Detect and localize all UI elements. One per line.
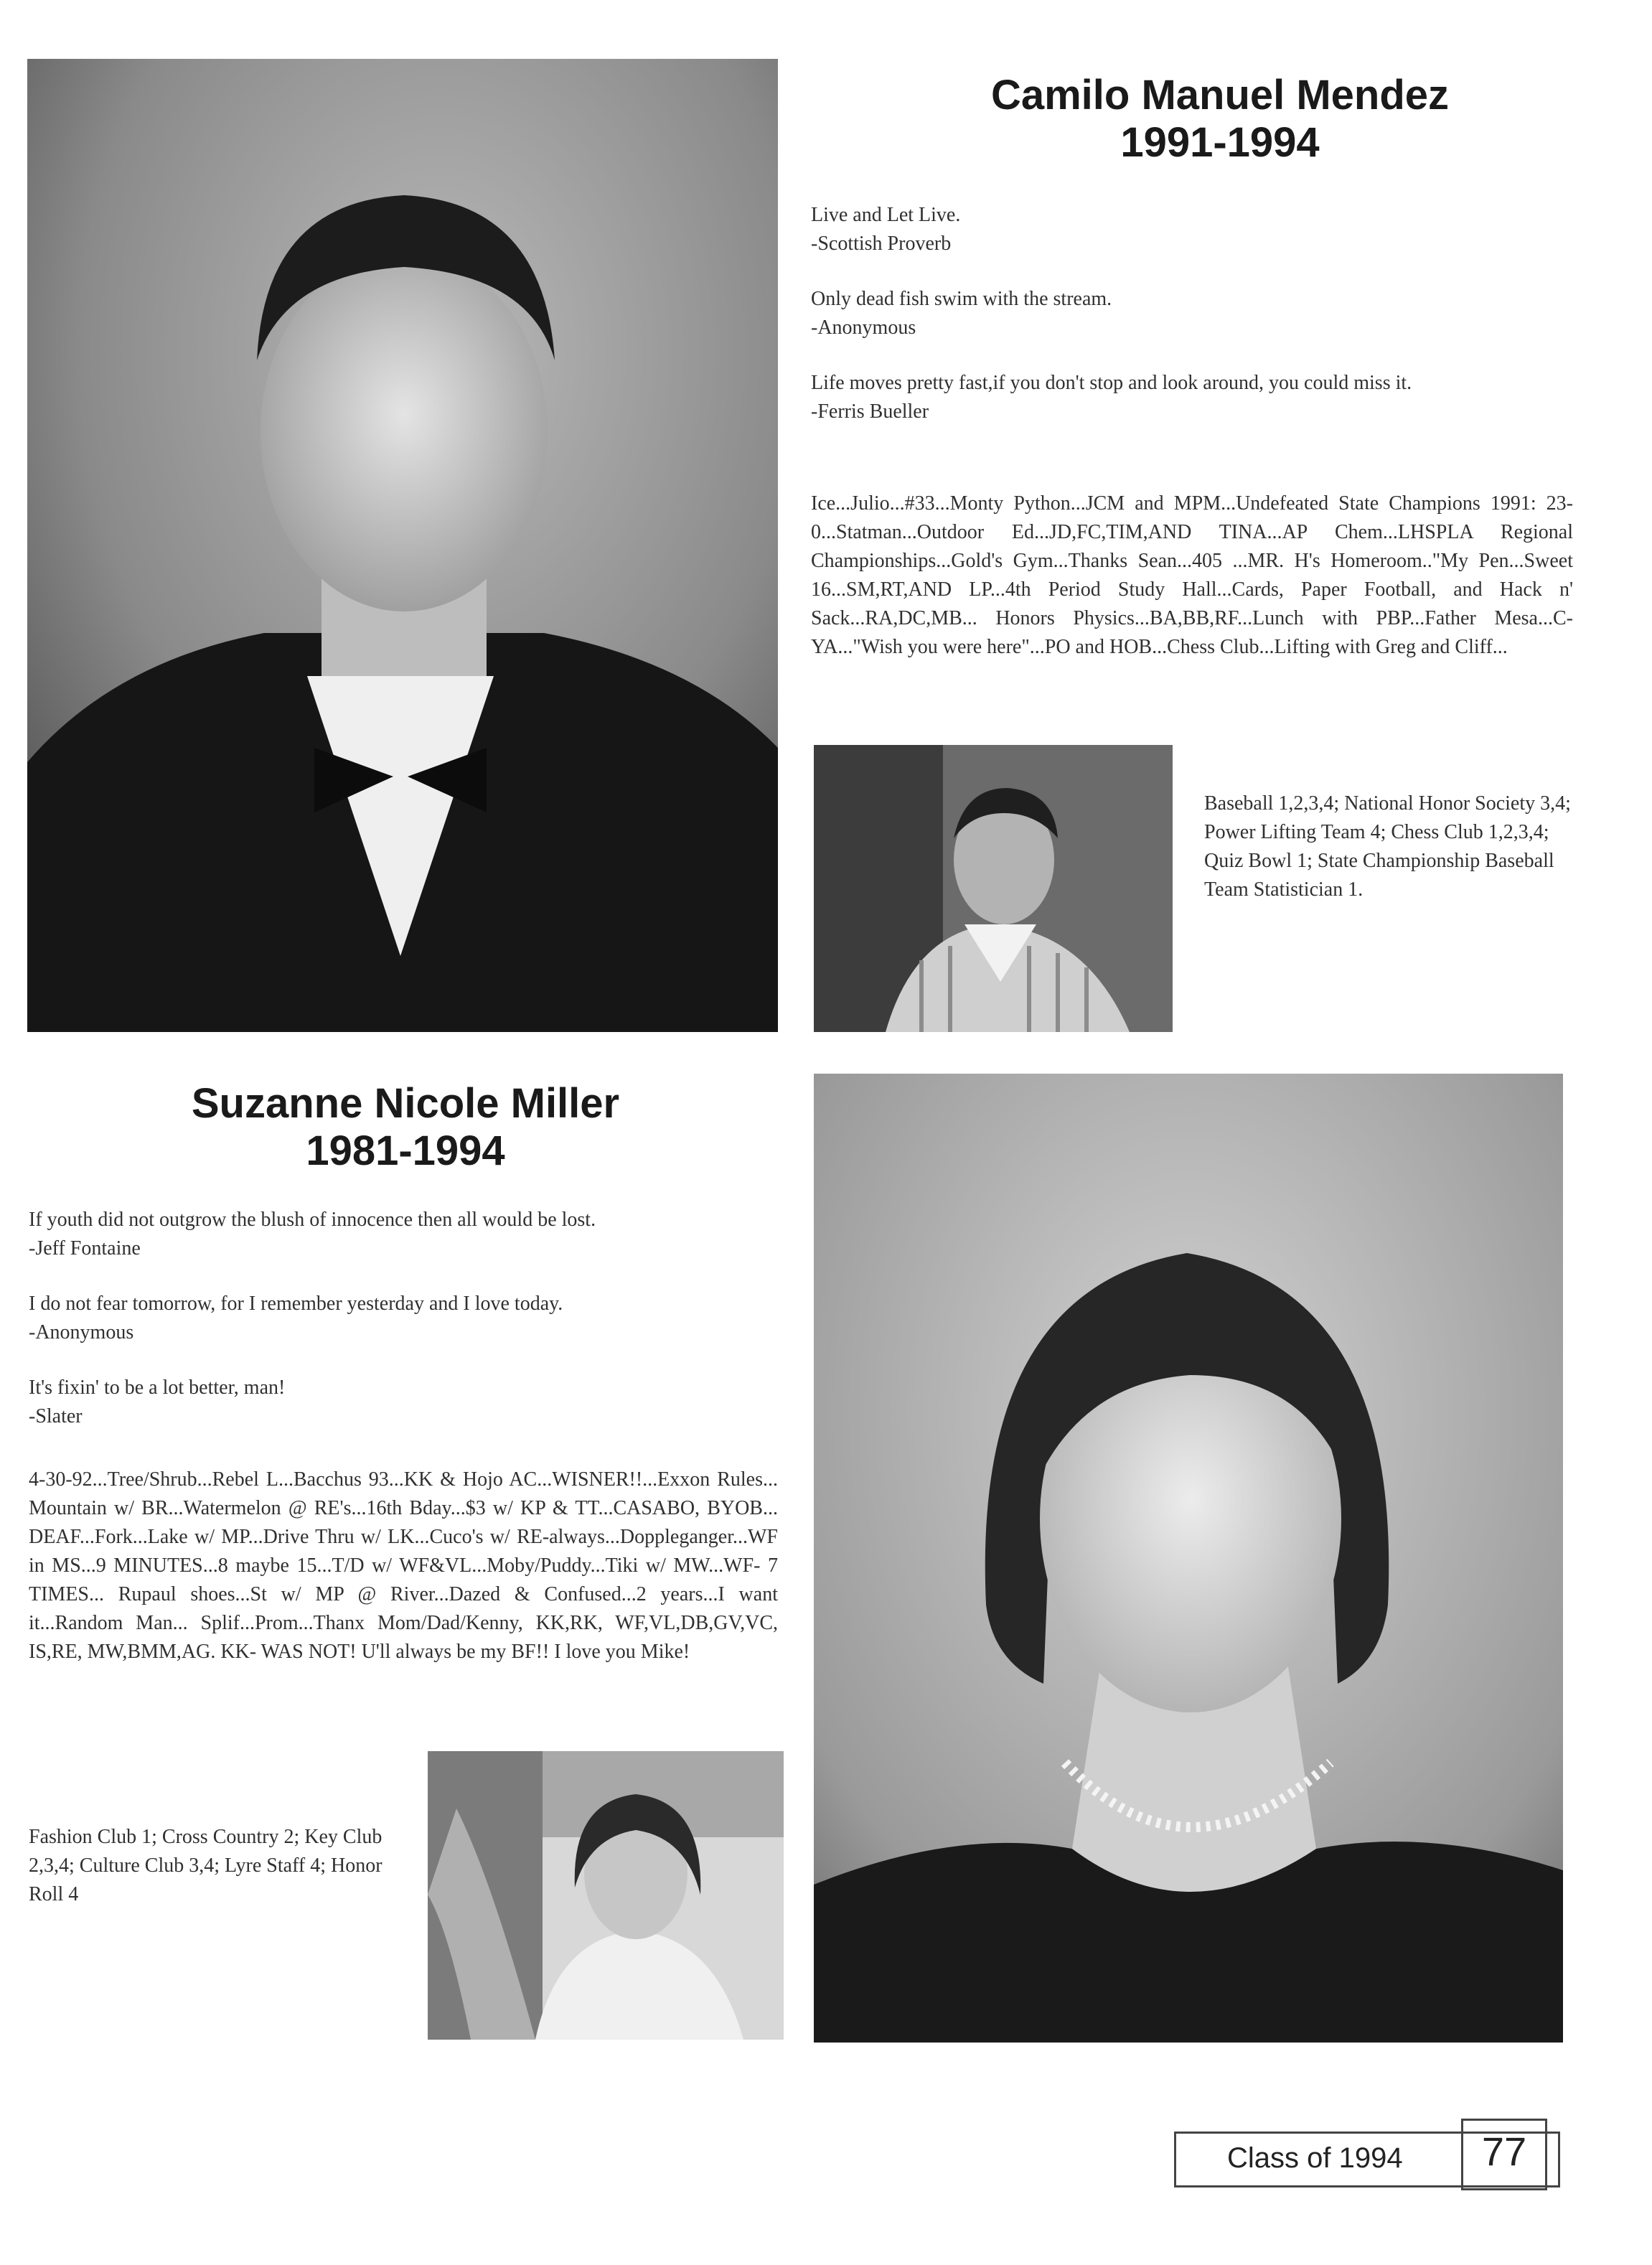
student-name-block-mendez (804, 72, 1636, 167)
quote-text: It's fixin' to be a lot better, man! (29, 1377, 286, 1399)
quote-author: -Jeff Fontaine (29, 1237, 141, 1260)
quote-text: Life moves pretty fast,if you don't stop and look around, you could miss it. (811, 372, 1412, 394)
activities-mendez: Baseball 1,2,3,4; National Honor Society 3,4; Power Lifting Team 4; Chess Club 1,2,3,4; Quiz Bowl 1; State Championship Baseball Team Statistician 1. (1204, 792, 1571, 901)
quotes-mendez (811, 201, 1572, 453)
memories-mendez: Ice...Julio...#33...Monty Python...JCM and MPM...Undefeated State Champions 1991: 23-0...Statman...Outdoor Ed...JD,FC,TIM,AND TINA...AP Chem...LHSPLA Regional Championships...Gold's Gym...Thanks Sean...405 ...MR. H's Homeroom.."My Pen...Sweet 16...SM,RT,AND LP...4th Period Study Hall...Cards, Paper Football, and Hack n' Sack...RA,DC,MB... Honors Physics...BA,BB,RF...Lunch with PBP...Father Mesa...C-YA..."Wish you were here"...PO and HOB...Chess Club...Lifting with Greg and Cliff... (811, 492, 1573, 658)
student-name: Suzanne Nicole Miller (191, 1080, 620, 1127)
quote (29, 1206, 775, 1263)
quote-text: Only dead fish swim with the stream. (811, 288, 1112, 310)
footer-class-label: Class of 1994 (1227, 2142, 1403, 2174)
portrait-photo-miller (814, 1074, 1563, 2043)
quote (29, 1374, 775, 1431)
quote-author: -Ferris Bueller (811, 400, 929, 423)
quote (811, 285, 1572, 342)
page-number: 77 (1481, 2129, 1527, 2174)
student-years: 1991-1994 (1120, 119, 1320, 166)
quote-text: I do not fear tomorrow, for I remember yesterday and I love today. (29, 1293, 563, 1315)
student-name-block-miller (29, 1080, 782, 1175)
quotes-miller (29, 1206, 775, 1458)
student-name: Camilo Manuel Mendez (990, 72, 1450, 118)
memories-miller: 4-30-92...Tree/Shrub...Rebel L...Bacchus 93...KK & Hojo AC...WISNER!!...Exxon Rules... Mountain w/ BR...Watermelon @ RE's...16th Bday...$3 w/ KP & TT...CASABO, BYOB... DEAF...Fork...Lake w/ MP...Drive Thru w/ LK...Cuco's w/ RE-always...Doppleganger...WF in MS...9 MINUTES...8 maybe 15...T/D w/ WF&VL...Moby/Puddy...Tiki w/ MW...WF- 7 TIMES... Rupaul shoes...St w/ MP @ River...Dazed & Confused...2 years...I want it...Random Man... Splif...Prom...Thanx Mom/Dad/Kenny, KK,RK, WF,VL,DB,GV,VC, IS,RE, MW,BMM,AG. KK- WAS NOT! U'll always be my BF!! I love you Mike! (29, 1468, 778, 1663)
quote-author: -Anonymous (811, 316, 916, 339)
quote-author: -Anonymous (29, 1321, 134, 1343)
candid-photo-mendez (814, 745, 1173, 1032)
candid-photo-miller (428, 1751, 784, 2040)
quote (811, 369, 1572, 426)
portrait-photo-mendez (27, 59, 778, 1032)
quote (29, 1290, 775, 1347)
quote-author: -Scottish Proverb (811, 233, 952, 255)
student-years: 1981-1994 (306, 1127, 505, 1174)
quote-text: If youth did not outgrow the blush of innocence then all would be lost. (29, 1209, 596, 1231)
quote-text: Live and Let Live. (811, 204, 961, 226)
quote (811, 201, 1572, 258)
quote-author: -Slater (29, 1405, 83, 1427)
activities-miller: Fashion Club 1; Cross Country 2; Key Club 2,3,4; Culture Club 3,4; Lyre Staff 4; Honor Roll 4 (29, 1826, 383, 1905)
